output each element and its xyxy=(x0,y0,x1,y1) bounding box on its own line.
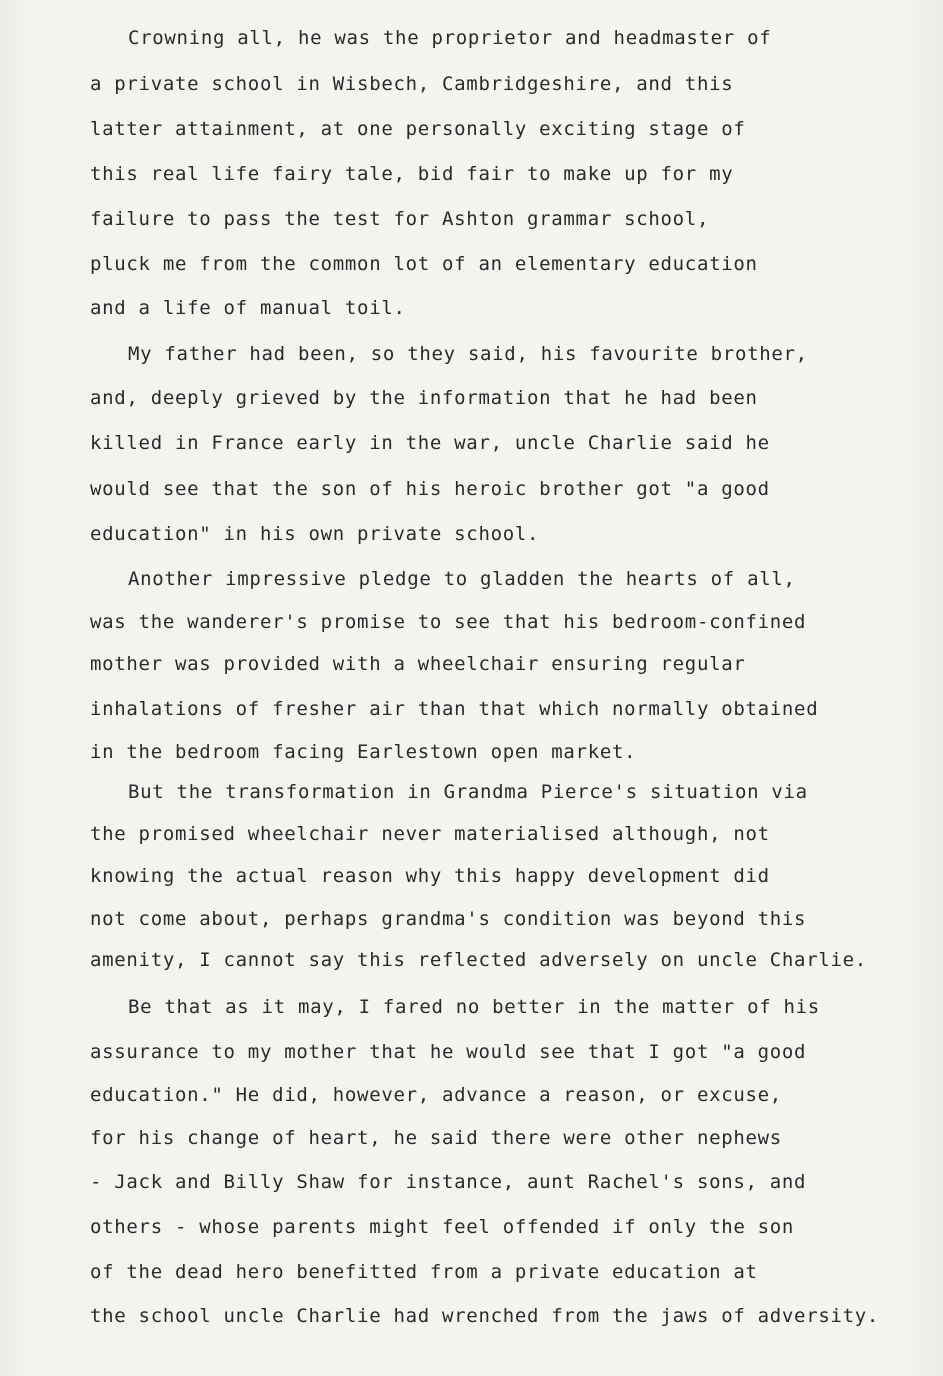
text-line: inhalations of fresher air than that which normally obtained xyxy=(90,698,819,720)
text-line: the promised wheelchair never materialised although, not xyxy=(90,823,770,845)
text-line: latter attainment, at one personally exciting stage of xyxy=(90,118,746,140)
text-line: pluck me from the common lot of an elementary education xyxy=(90,253,758,275)
text-line: would see that the son of his heroic brother got "a good xyxy=(90,478,770,500)
text-line: the school uncle Charlie had wrenched from the jaws of adversity. xyxy=(90,1305,880,1327)
text-line: My father had been, so they said, his favourite brother, xyxy=(128,343,808,365)
text-line: education" in his own private school. xyxy=(90,523,540,545)
text-line: mother was provided with a wheelchair ensuring regular xyxy=(90,653,746,675)
text-line: failure to pass the test for Ashton grammar school, xyxy=(90,208,710,230)
text-line: of the dead hero benefitted from a private education at xyxy=(90,1261,758,1283)
text-line: a private school in Wisbech, Cambridgeshire, and this xyxy=(90,73,734,95)
text-line: amenity, I cannot say this reflected adversely on uncle Charlie. xyxy=(90,949,867,971)
text-line: assurance to my mother that he would see that I got "a good xyxy=(90,1041,807,1063)
text-line: Crowning all, he was the proprietor and headmaster of xyxy=(128,27,772,49)
text-line: was the wanderer's promise to see that his bedroom-confined xyxy=(90,611,807,633)
text-line: and a life of manual toil. xyxy=(90,297,406,319)
text-line: others - whose parents might feel offended if only the son xyxy=(90,1216,795,1238)
text-line: and, deeply grieved by the information that he had been xyxy=(90,387,758,409)
text-line: for his change of heart, he said there were other nephews xyxy=(90,1127,782,1149)
text-line: in the bedroom facing Earlestown open market. xyxy=(90,741,637,763)
text-line: killed in France early in the war, uncle Charlie said he xyxy=(90,432,770,454)
text-line: Another impressive pledge to gladden the hearts of all, xyxy=(128,568,796,590)
text-line: Be that as it may, I fared no better in the matter of his xyxy=(128,996,820,1018)
text-line: knowing the actual reason why this happy development did xyxy=(90,865,770,887)
text-line: not come about, perhaps grandma's condition was beyond this xyxy=(90,908,807,930)
text-line: this real life fairy tale, bid fair to make up for my xyxy=(90,163,734,185)
text-line: But the transformation in Grandma Pierce's situation via xyxy=(128,781,808,803)
text-line: education." He did, however, advance a reason, or excuse, xyxy=(90,1084,782,1106)
text-line: - Jack and Billy Shaw for instance, aunt Rachel's sons, and xyxy=(90,1171,807,1193)
